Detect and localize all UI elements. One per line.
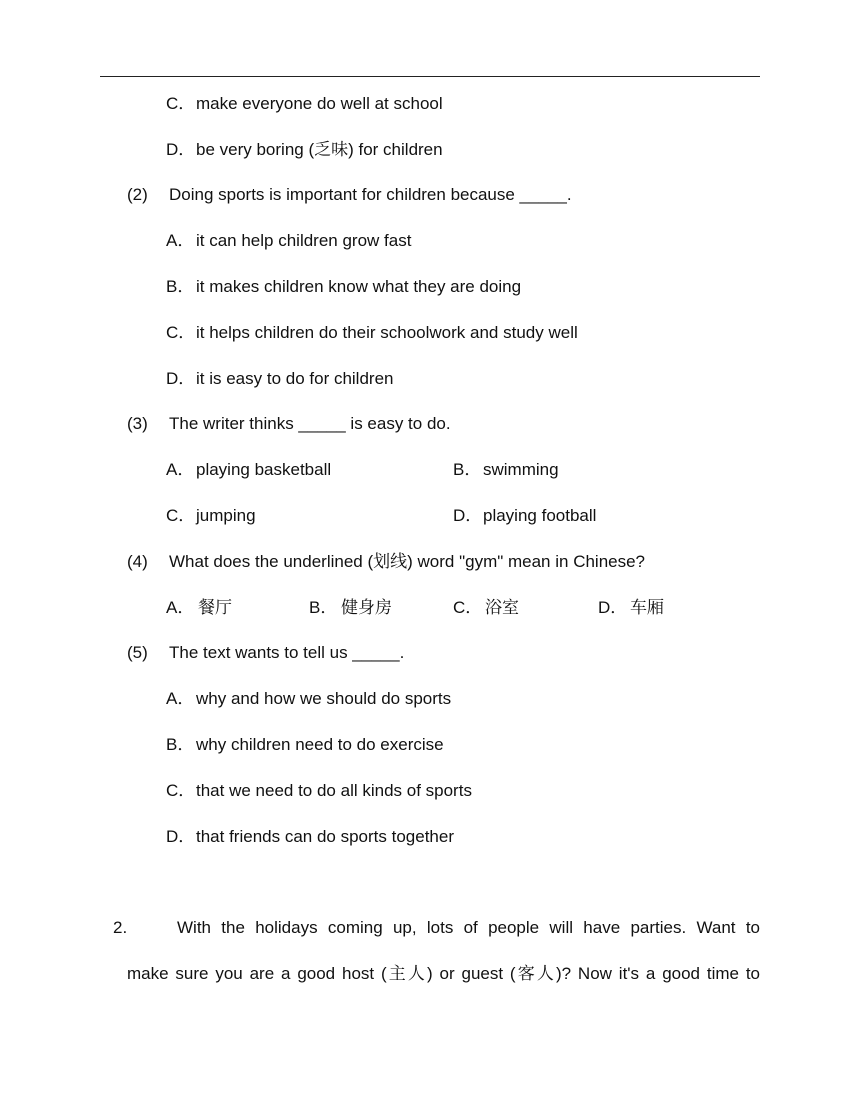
q4-option-c xyxy=(453,597,519,619)
option-letter: A． xyxy=(166,460,195,479)
option-letter: C． xyxy=(166,323,196,342)
q2-option-b xyxy=(166,276,521,298)
question-text: The writer thinks _____ is easy to do. xyxy=(169,414,451,433)
question-number: (5) xyxy=(127,643,148,662)
option-text: it helps children do their schoolwork and study well xyxy=(196,323,578,342)
q4-option-a xyxy=(166,597,232,619)
option-letter: B． xyxy=(453,460,482,479)
option-text: 浴室 xyxy=(485,598,519,618)
option-letter: B． xyxy=(166,277,195,296)
q3-option-d xyxy=(453,505,596,527)
option-letter: A． xyxy=(166,598,195,617)
question-number: (3) xyxy=(127,414,148,433)
q4-option-b xyxy=(309,597,392,619)
q2-option-c xyxy=(166,322,578,344)
q4-option-d xyxy=(598,597,664,619)
option-letter: A． xyxy=(166,231,195,250)
option-text: that we need to do all kinds of sports xyxy=(196,781,472,800)
option-letter: D． xyxy=(166,140,196,159)
q5-option-d xyxy=(166,826,454,848)
q3-option-a xyxy=(166,459,331,481)
option-text: swimming xyxy=(483,460,559,479)
q1-option-c xyxy=(166,93,443,115)
question-text: Doing sports is important for children because _____. xyxy=(169,185,572,204)
option-text: be very boring (乏味) for children xyxy=(196,140,443,159)
passage-line-1: With the holidays coming up, lots of people will have parties. Want to xyxy=(177,918,760,937)
option-text: jumping xyxy=(196,506,256,525)
q5-option-a xyxy=(166,688,451,710)
option-letter: C． xyxy=(166,506,196,525)
question-number: (4) xyxy=(127,552,148,571)
option-letter: B． xyxy=(309,598,338,617)
question-text: What does the underlined (划线) word "gym" mean in Chinese? xyxy=(169,552,646,571)
q3-option-c xyxy=(166,505,256,527)
option-text: it is easy to do for children xyxy=(196,369,394,388)
q2-option-d xyxy=(166,368,393,390)
option-text: it makes children know what they are doing xyxy=(196,277,522,296)
option-letter: D． xyxy=(166,369,196,388)
option-letter: A． xyxy=(166,689,195,708)
q5-option-b xyxy=(166,734,444,756)
option-text: playing football xyxy=(483,506,597,525)
option-letter: C． xyxy=(166,94,196,113)
passage-line-2: make sure you are a good host (主人) or guest (客人)? Now it's a good time to xyxy=(127,964,760,983)
option-text: 车厢 xyxy=(630,598,664,618)
option-letter: C． xyxy=(166,781,196,800)
q5-option-c xyxy=(166,780,472,802)
option-letter: D． xyxy=(453,506,483,525)
option-text: why children need to do exercise xyxy=(196,735,444,754)
option-letter: D． xyxy=(166,827,196,846)
q3-option-b xyxy=(453,459,559,481)
option-letter: C． xyxy=(453,598,483,617)
q2-option-a xyxy=(166,230,411,252)
header-rule xyxy=(100,76,760,77)
option-text: 健身房 xyxy=(341,598,392,618)
q1-option-d xyxy=(166,139,443,161)
option-text: playing basketball xyxy=(196,460,332,479)
question-text: The text wants to tell us _____. xyxy=(169,643,405,662)
option-text: 餐厅 xyxy=(198,598,232,618)
option-letter: B． xyxy=(166,735,195,754)
option-text: why and how we should do sports xyxy=(196,689,452,708)
question-number: (2) xyxy=(127,185,148,204)
option-text: make everyone do well at school xyxy=(196,94,443,113)
option-letter: D． xyxy=(598,598,628,617)
option-text: it can help children grow fast xyxy=(196,231,412,250)
option-text: that friends can do sports together xyxy=(196,827,454,846)
passage-number: 2. xyxy=(113,918,128,937)
